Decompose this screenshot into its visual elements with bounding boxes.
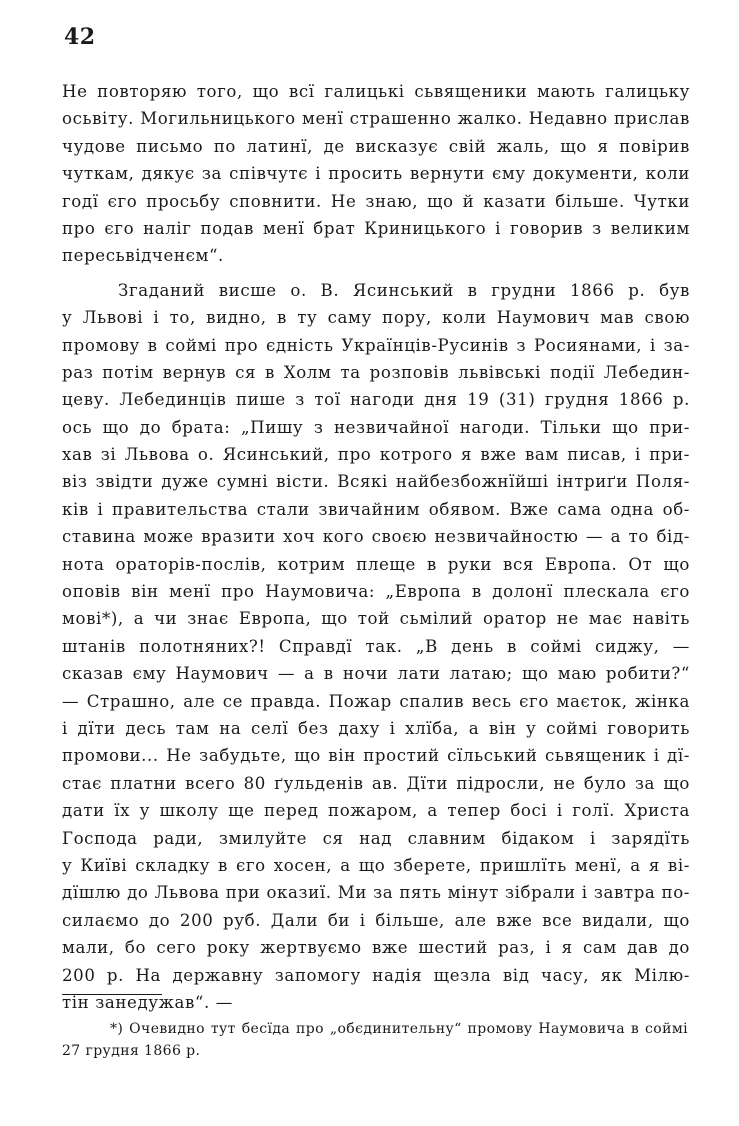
text-line: стає платни всего 80 ґульденів ав. Дїти підросли, не було за що (62, 773, 690, 793)
text-line: дїшлю до Львова при оказиї. Ми за пять мінут зібрали і завтра по- (62, 883, 690, 903)
text-line: раз потім вернув ся в Холм та розповів львівські події Лебедин- (62, 362, 690, 382)
text-line: Господа ради, змилуйте ся над славним бідаком і зарядїть (62, 828, 690, 848)
text-line: чуткам, дякує за співчутє і просить вернути єму документи, коли (62, 164, 690, 184)
text-line: нота ораторів-послів, котрим плеще в руки вся Европа. От що (62, 554, 690, 574)
text-line: Згаданий висше о. В. Ясинський в грудни 1866 р. був (118, 280, 690, 300)
text-line: пересьвідченєм“. (62, 246, 224, 266)
text-line: Не повторяю того, що всї галицькі сьвященики мають галицьку (62, 82, 690, 101)
text-line: — Страшно, але се правда. Пожар спалив весь єго маєток, жінка (62, 691, 690, 711)
text-line: і дїти десь там на селї без даху і хлїба, а він у соймі говорить (62, 718, 690, 738)
page-number: 42 (64, 24, 96, 50)
text-line: чудове письмо по латинї, де висказує свій жаль, що я повірив (62, 136, 690, 156)
text-line: у Київі складку в єго хосен, а що зберете, пришлїть менї, а я ві- (62, 855, 690, 875)
paragraph-gap (62, 270, 690, 277)
text-line: про єго наліг подав менї брат Криницького і говорив з великим (62, 218, 690, 238)
text-line: мали, бо сего року жертвуємо вже шестий раз, і я сам дав до (62, 938, 690, 958)
text-line: цеву. Лебединців пише з тої нагоди дня 19 (31) грудня 1866 р. (62, 390, 690, 410)
text-line: мові*), а чи знає Европа, що той сьмілий оратор не має навіть (62, 609, 690, 629)
text-line: дати їх у школу ще перед пожаром, а тепер босі і голї. Христа (62, 801, 690, 821)
text-line: силаємо до 200 руб. Дали би і більше, але вже все видали, що (62, 910, 690, 930)
text-line: ків і правительства стали звичайним обявом. Вже сама одна об- (62, 499, 690, 519)
text-line: оповів він менї про Наумовича: „Европа в долонї плескала єго (62, 582, 690, 602)
paragraph-1 (62, 78, 690, 270)
body-text (62, 78, 690, 1016)
text-line: сказав єму Наумович — а в ночи лати латаю; що маю робити?“ (62, 664, 690, 684)
text-line: 200 р. На державну запомогу надія щезла від часу, як Мілю- (62, 965, 690, 985)
footnote-line: *) Очевидно тут бесїда про „обєдинительну“ промову Наумовича в соймі (110, 1021, 688, 1037)
text-line: промову в соймі про єдність Українців-Русинів з Росиянами, і за- (62, 335, 690, 355)
footnote-divider (62, 994, 162, 995)
text-line: хав зі Львова о. Ясинський, про котрого я вже вам писав, і при- (62, 445, 690, 465)
text-line: ставина може вразити хоч кого своєю незвичайностю — а то бід- (62, 527, 690, 547)
text-line: осьвіту. Могильницького менї страшенно жалко. Недавно прислав (62, 109, 690, 129)
text-line: тін занедужав“. — (62, 992, 233, 1012)
footnote (62, 1018, 688, 1062)
text-line: промови... Не забудьте, що він простий сїльський сьвященик і дї- (62, 746, 690, 766)
text-line: штанів полотняних?! Справдї так. „В день в соймі сиджу, — (62, 636, 690, 656)
text-line: годї єго просьбу сповнити. Не знаю, що й казати більше. Чутки (62, 191, 690, 211)
paragraph-2 (62, 277, 690, 1017)
text-line: ось що до брата: „Пишу з незвичайної нагоди. Тільки що при- (62, 417, 690, 437)
footnote-line: 27 грудня 1866 р. (62, 1043, 201, 1059)
text-line: віз звідти дуже сумні вісти. Всякі найбезбожнїйші інтриґи Поля- (62, 472, 690, 492)
text-line: у Львові і то, видно, в ту саму пору, коли Наумович мав свою (62, 308, 690, 328)
